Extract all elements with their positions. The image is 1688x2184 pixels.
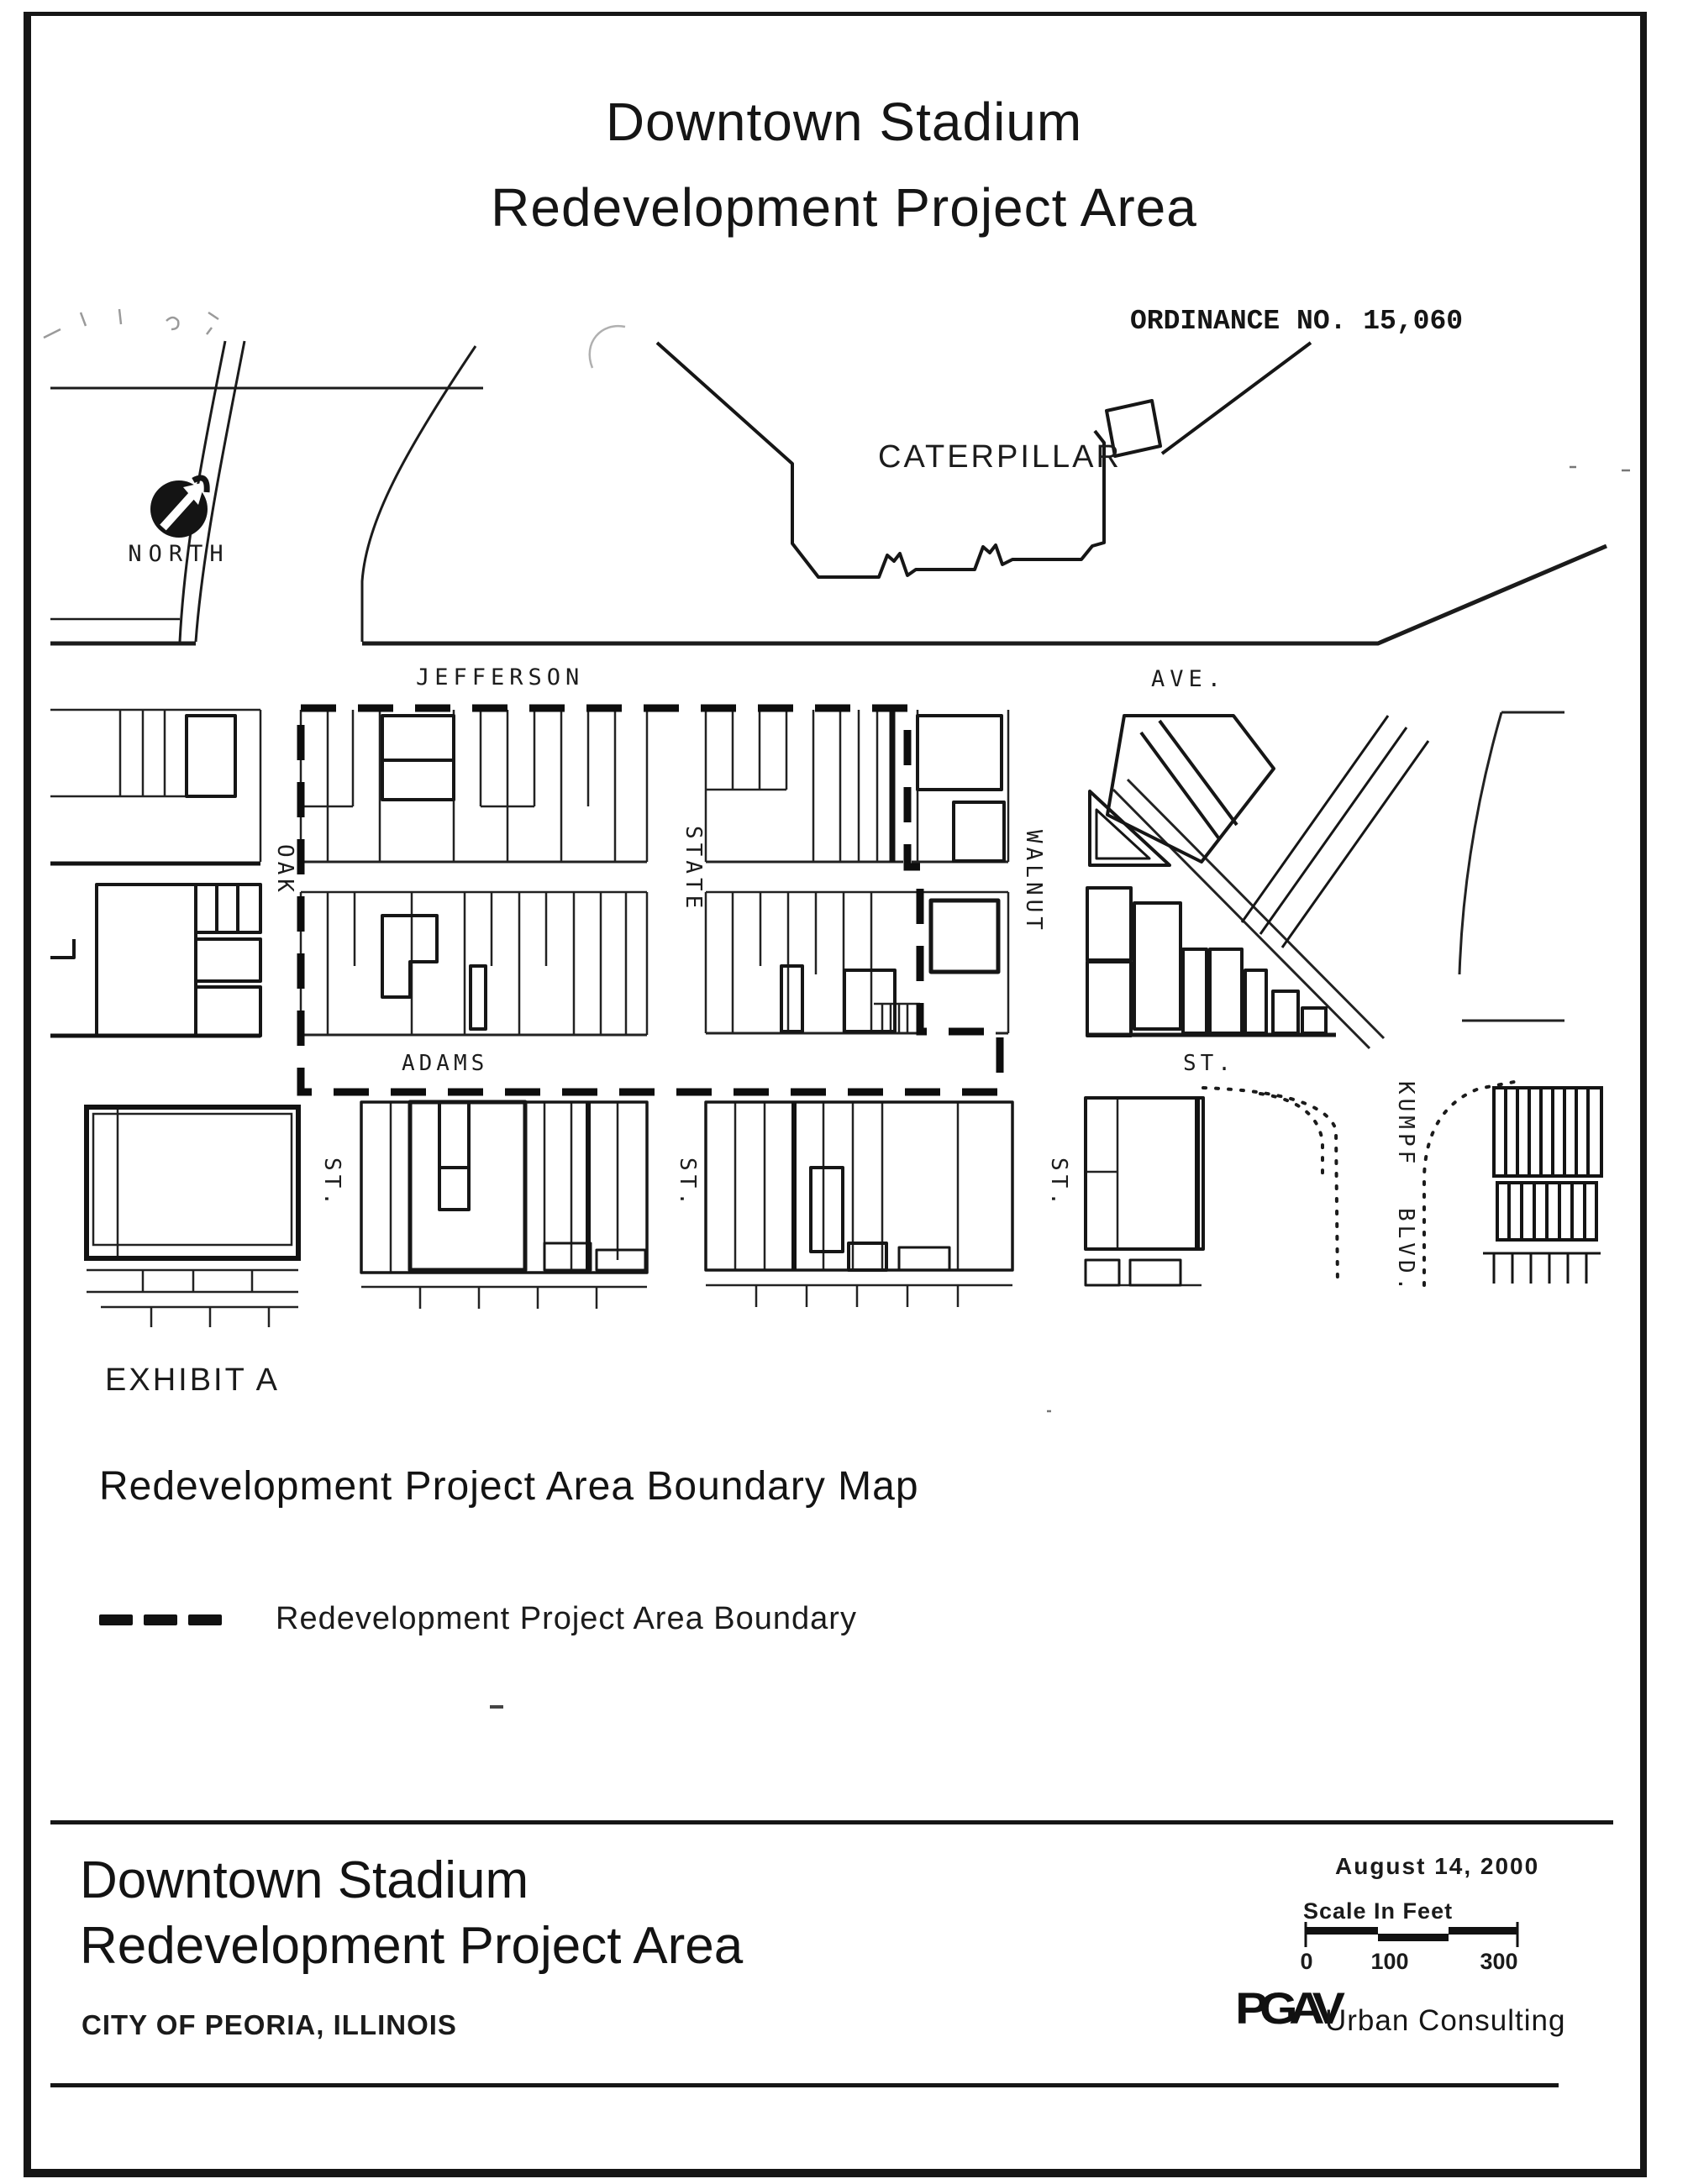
ordinance-leader-line bbox=[1162, 343, 1311, 454]
page-title-line1: Downtown Stadium bbox=[605, 92, 1083, 152]
page-title-line2: Redevelopment Project Area bbox=[491, 177, 1197, 238]
pgav-logo: PGAV bbox=[1235, 1982, 1337, 2034]
striped-buildings bbox=[1483, 1088, 1601, 1284]
parcel-lines-thin bbox=[50, 710, 1564, 1327]
scale-bar bbox=[1306, 1922, 1517, 1947]
street-label-walnut: WALNUT bbox=[1021, 830, 1046, 934]
consulting-label: Urban Consulting bbox=[1325, 2004, 1566, 2037]
footer-title-line1: Downtown Stadium bbox=[80, 1851, 529, 1909]
footer-bottom-rule bbox=[50, 2083, 1559, 2087]
road-lines-northwest bbox=[50, 341, 1606, 643]
footer-date: August 14, 2000 bbox=[1335, 1853, 1540, 1879]
exhibit-map-title: Redevelopment Project Area Boundary Map bbox=[99, 1464, 919, 1509]
street-label-adams: ADAMS bbox=[402, 1051, 489, 1076]
street-label-walnut-st: ST. bbox=[1046, 1158, 1071, 1210]
boundary-dash-icon bbox=[144, 1614, 177, 1625]
ordinance-number: ORDINANCE NO. 15,060 bbox=[1130, 306, 1464, 337]
street-label-ave: AVE. bbox=[1151, 666, 1227, 692]
footer-title-line2: Redevelopment Project Area bbox=[80, 1917, 744, 1975]
street-label-adams-st: ST. bbox=[1183, 1051, 1235, 1076]
footer-top-rule bbox=[50, 1820, 1613, 1824]
street-label-jefferson: JEFFERSON bbox=[416, 664, 585, 690]
street-label-kumpf-blvd: BLVD. bbox=[1393, 1208, 1418, 1295]
scale-tick-0: 0 bbox=[1300, 1949, 1313, 1974]
street-label-oak: OAK bbox=[272, 844, 297, 896]
scale-label: Scale In Feet bbox=[1303, 1898, 1454, 1924]
north-arrow-icon bbox=[150, 478, 208, 538]
street-label-state-st: ST. bbox=[675, 1158, 700, 1210]
boundary-dash-icon bbox=[99, 1614, 133, 1625]
caterpillar-label: CATERPILLAR bbox=[878, 439, 1122, 475]
building-outlines bbox=[50, 716, 1428, 1285]
exhibit-label: EXHIBIT A bbox=[105, 1362, 280, 1398]
footer-title bbox=[80, 1848, 743, 1979]
heavy-block-edges bbox=[50, 710, 1197, 1270]
north-label: NORTH bbox=[128, 541, 230, 567]
scale-tick-300: 300 bbox=[1480, 1949, 1518, 1974]
kumpf-blvd-dotted-road bbox=[1203, 1082, 1514, 1285]
footer-city: CITY OF PEORIA, ILLINOIS bbox=[82, 2009, 457, 2040]
street-label-state: STATE bbox=[681, 826, 706, 913]
street-label-oak-st: ST. bbox=[319, 1158, 344, 1210]
boundary-dash-icon bbox=[188, 1614, 222, 1625]
street-label-kumpf: KUMPF bbox=[1393, 1081, 1418, 1168]
scale-tick-100: 100 bbox=[1370, 1949, 1409, 1974]
legend-boundary-label: Redevelopment Project Area Boundary bbox=[276, 1601, 857, 1636]
